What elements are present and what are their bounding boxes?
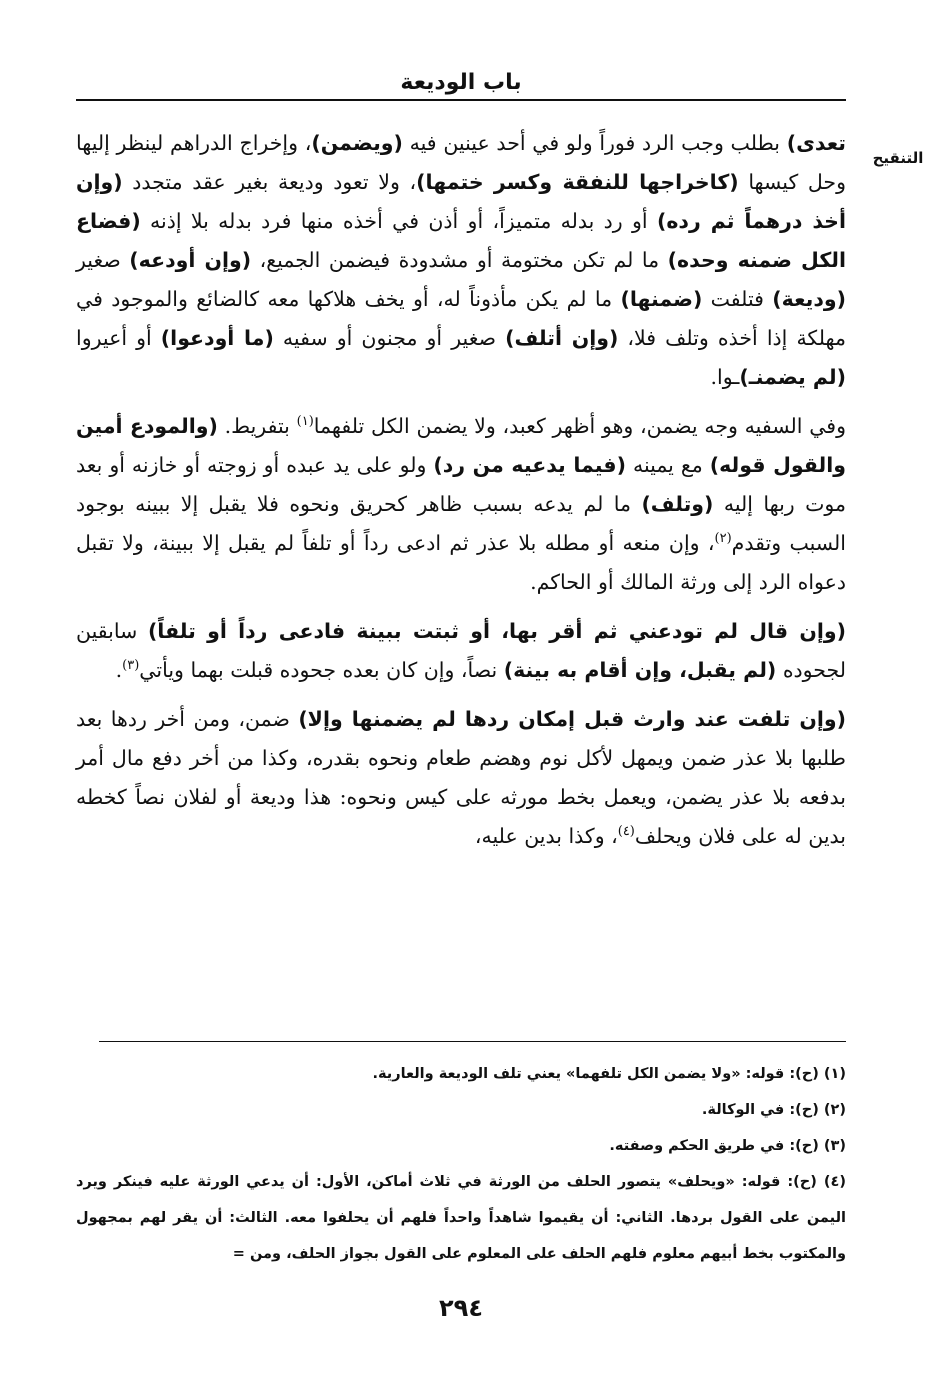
running-head-title: باب الوديعة [400, 70, 522, 95]
matn-text: تعدى) [786, 131, 846, 155]
matn-text: (فيما يدعيه من رد) [433, 453, 626, 477]
body-text [76, 124, 846, 856]
footnote-reference: (١) [296, 414, 314, 430]
commentary-text: وفي السفيه وجه يضمن، وهو أظهر كعبد، ولا يضمن الكل تلفهما [313, 414, 846, 438]
paragraph [76, 124, 846, 397]
commentary-text: ضمن، ومن أخر ردها بعد طلبها بلا عذر ضمن ويمهل لأكل نوم وهضم طعام ونحوه بقدره، وكذا من أخر دفع مال أمر بدفعه بلا عذر يضمن، ويعمل بخط مورثه على كيس ونحوه: هذا وديعة أو لفلان نصاً كخطه بدين له على فلان ويحلف [76, 707, 846, 848]
footnote-reference: (٢) [714, 531, 732, 547]
commentary-text: ، وإن منعه أو مطله بلا عذر ثم ادعى رداً أو تلفاً لم يقبل إلا ببينة، ولا تقبل دعواه الرد إلى ورثة المالك أو الحاكم. [76, 531, 846, 594]
paragraph [76, 407, 846, 602]
footnote-text: في الوكالة. [701, 1102, 790, 1118]
matn-text: (وإن أخذ درهماً ثم رده) [76, 170, 846, 233]
matn-text: (وإن أودعه) [129, 248, 252, 272]
commentary-text: ما لم يكن مأذوناً له، أو يخف هلاكها معه كالضائع والموجود في مهلكة إذا أخذه وتلف فلا، [76, 287, 846, 350]
commentary-text: ولو على يد عبده أو زوجته أو خازنه أو بعد موت ربها إليه [76, 453, 846, 516]
commentary-text: ، وكذا بدين عليه، [474, 824, 618, 848]
matn-text: (ما أودعوا) [160, 326, 274, 350]
commentary-text: ، ولا تعود وديعة بغير عقد متجدد [122, 170, 417, 194]
footnote [76, 1128, 846, 1164]
footnote-marker: (١) (ح): [789, 1066, 846, 1082]
commentary-text: ، وإخراج الدراهم لينظر إليها وحل كيسها [76, 131, 846, 194]
footnote-marker: (٢) (ح): [789, 1102, 846, 1118]
matn-text: (وتلف) [641, 492, 714, 516]
matn-text: (فضاع الكل ضمنه وحده) [76, 209, 846, 272]
commentary-text: بطلب وجب الرد فوراً ولو في أحد عينين فيه [402, 131, 787, 155]
commentary-text: ـوا. [710, 365, 740, 389]
footnote [76, 1164, 846, 1272]
footnotes [76, 1056, 846, 1272]
commentary-text: صغير أو مجنون أو سفيه [273, 326, 506, 350]
matn-text: (لم يقبل، وإن أقام به بينة) [503, 658, 777, 682]
paragraph [76, 700, 846, 856]
margin-label: التنقيح [872, 149, 924, 167]
commentary-text: مع يمينه [625, 453, 710, 477]
matn-text: (والمودع أمين والقول قوله) [76, 414, 846, 477]
matn-text: (ضمنها) [620, 287, 703, 311]
footnote-marker: (٣) (ح): [789, 1138, 846, 1154]
matn-text: (كاخراجها للنفقة وكسر ختمها) [416, 170, 739, 194]
footnote-marker: (٤) (ح): [787, 1174, 846, 1190]
footnote-reference: (٣) [122, 658, 140, 674]
commentary-text: أو رد بدله متميزاً، أو أذن في أخذه منها فرد بدله بلا إذنه [140, 209, 657, 233]
footnote-text: في طريق الحكم وصفته. [609, 1138, 790, 1154]
footnote-text: قوله: «ولا يضمن الكل تلفهما» يعني تلف الوديعة والعارية. [372, 1066, 790, 1082]
paragraph [76, 612, 846, 690]
commentary-text: . [115, 658, 123, 682]
page-number: ٢٩٤ [439, 1294, 483, 1322]
footnote [76, 1056, 846, 1092]
footnote [76, 1092, 846, 1128]
footnote-text: قوله: «ويحلف» يتصور الحلف من الورثة في ثلاث أماكن، الأول: أن يدعي الورثة عليه فينكر ويرد اليمن على القول بردها. الثاني: أن يقيموا شاهداً واحداً فلهم أن يحلفوا معه. الثالث: أن يقر لهم بمجهول والمكتوب بخط أبيهم معلوم فلهم الحلف على المعلوم على القول بجواز الحلف، ومن = [76, 1174, 846, 1262]
commentary-text: صغير [76, 248, 130, 272]
header-rule [76, 99, 846, 101]
commentary-text: أو أعيروا [76, 326, 161, 350]
commentary-text: ما لم تكن مختومة أو مشدودة فيضمن الجميع، [251, 248, 668, 272]
commentary-text: سابقين لجحوده [76, 619, 846, 682]
matn-text: (لم يضمنـ) [739, 365, 846, 389]
matn-text: (ويضمن) [311, 131, 403, 155]
matn-text: (وإن قال لم تودعني ثم أقر بها، أو ثبتت ببينة فادعى رداً أو تلفاً) [147, 619, 847, 643]
commentary-text: فتلفت [702, 287, 773, 311]
footnote-reference: (٤) [617, 824, 635, 840]
footnote-rule [99, 1041, 846, 1042]
matn-text: (وإن تلفت عند وارث قبل إمكان ردها لم يضمنها وإلا) [298, 707, 846, 731]
commentary-text: نصاً، وإن كان بعده جحوده قبلت بهما ويأتي [139, 658, 504, 682]
commentary-text: ما لم يدعه بسبب ظاهر كحريق ونحوه فلا يقبل إلا ببينه بوجود السبب وتقدم [76, 492, 846, 555]
matn-text: (وديعة) [772, 287, 846, 311]
matn-text: (وإن أتلف) [505, 326, 619, 350]
commentary-text: بتفريط. [217, 414, 297, 438]
